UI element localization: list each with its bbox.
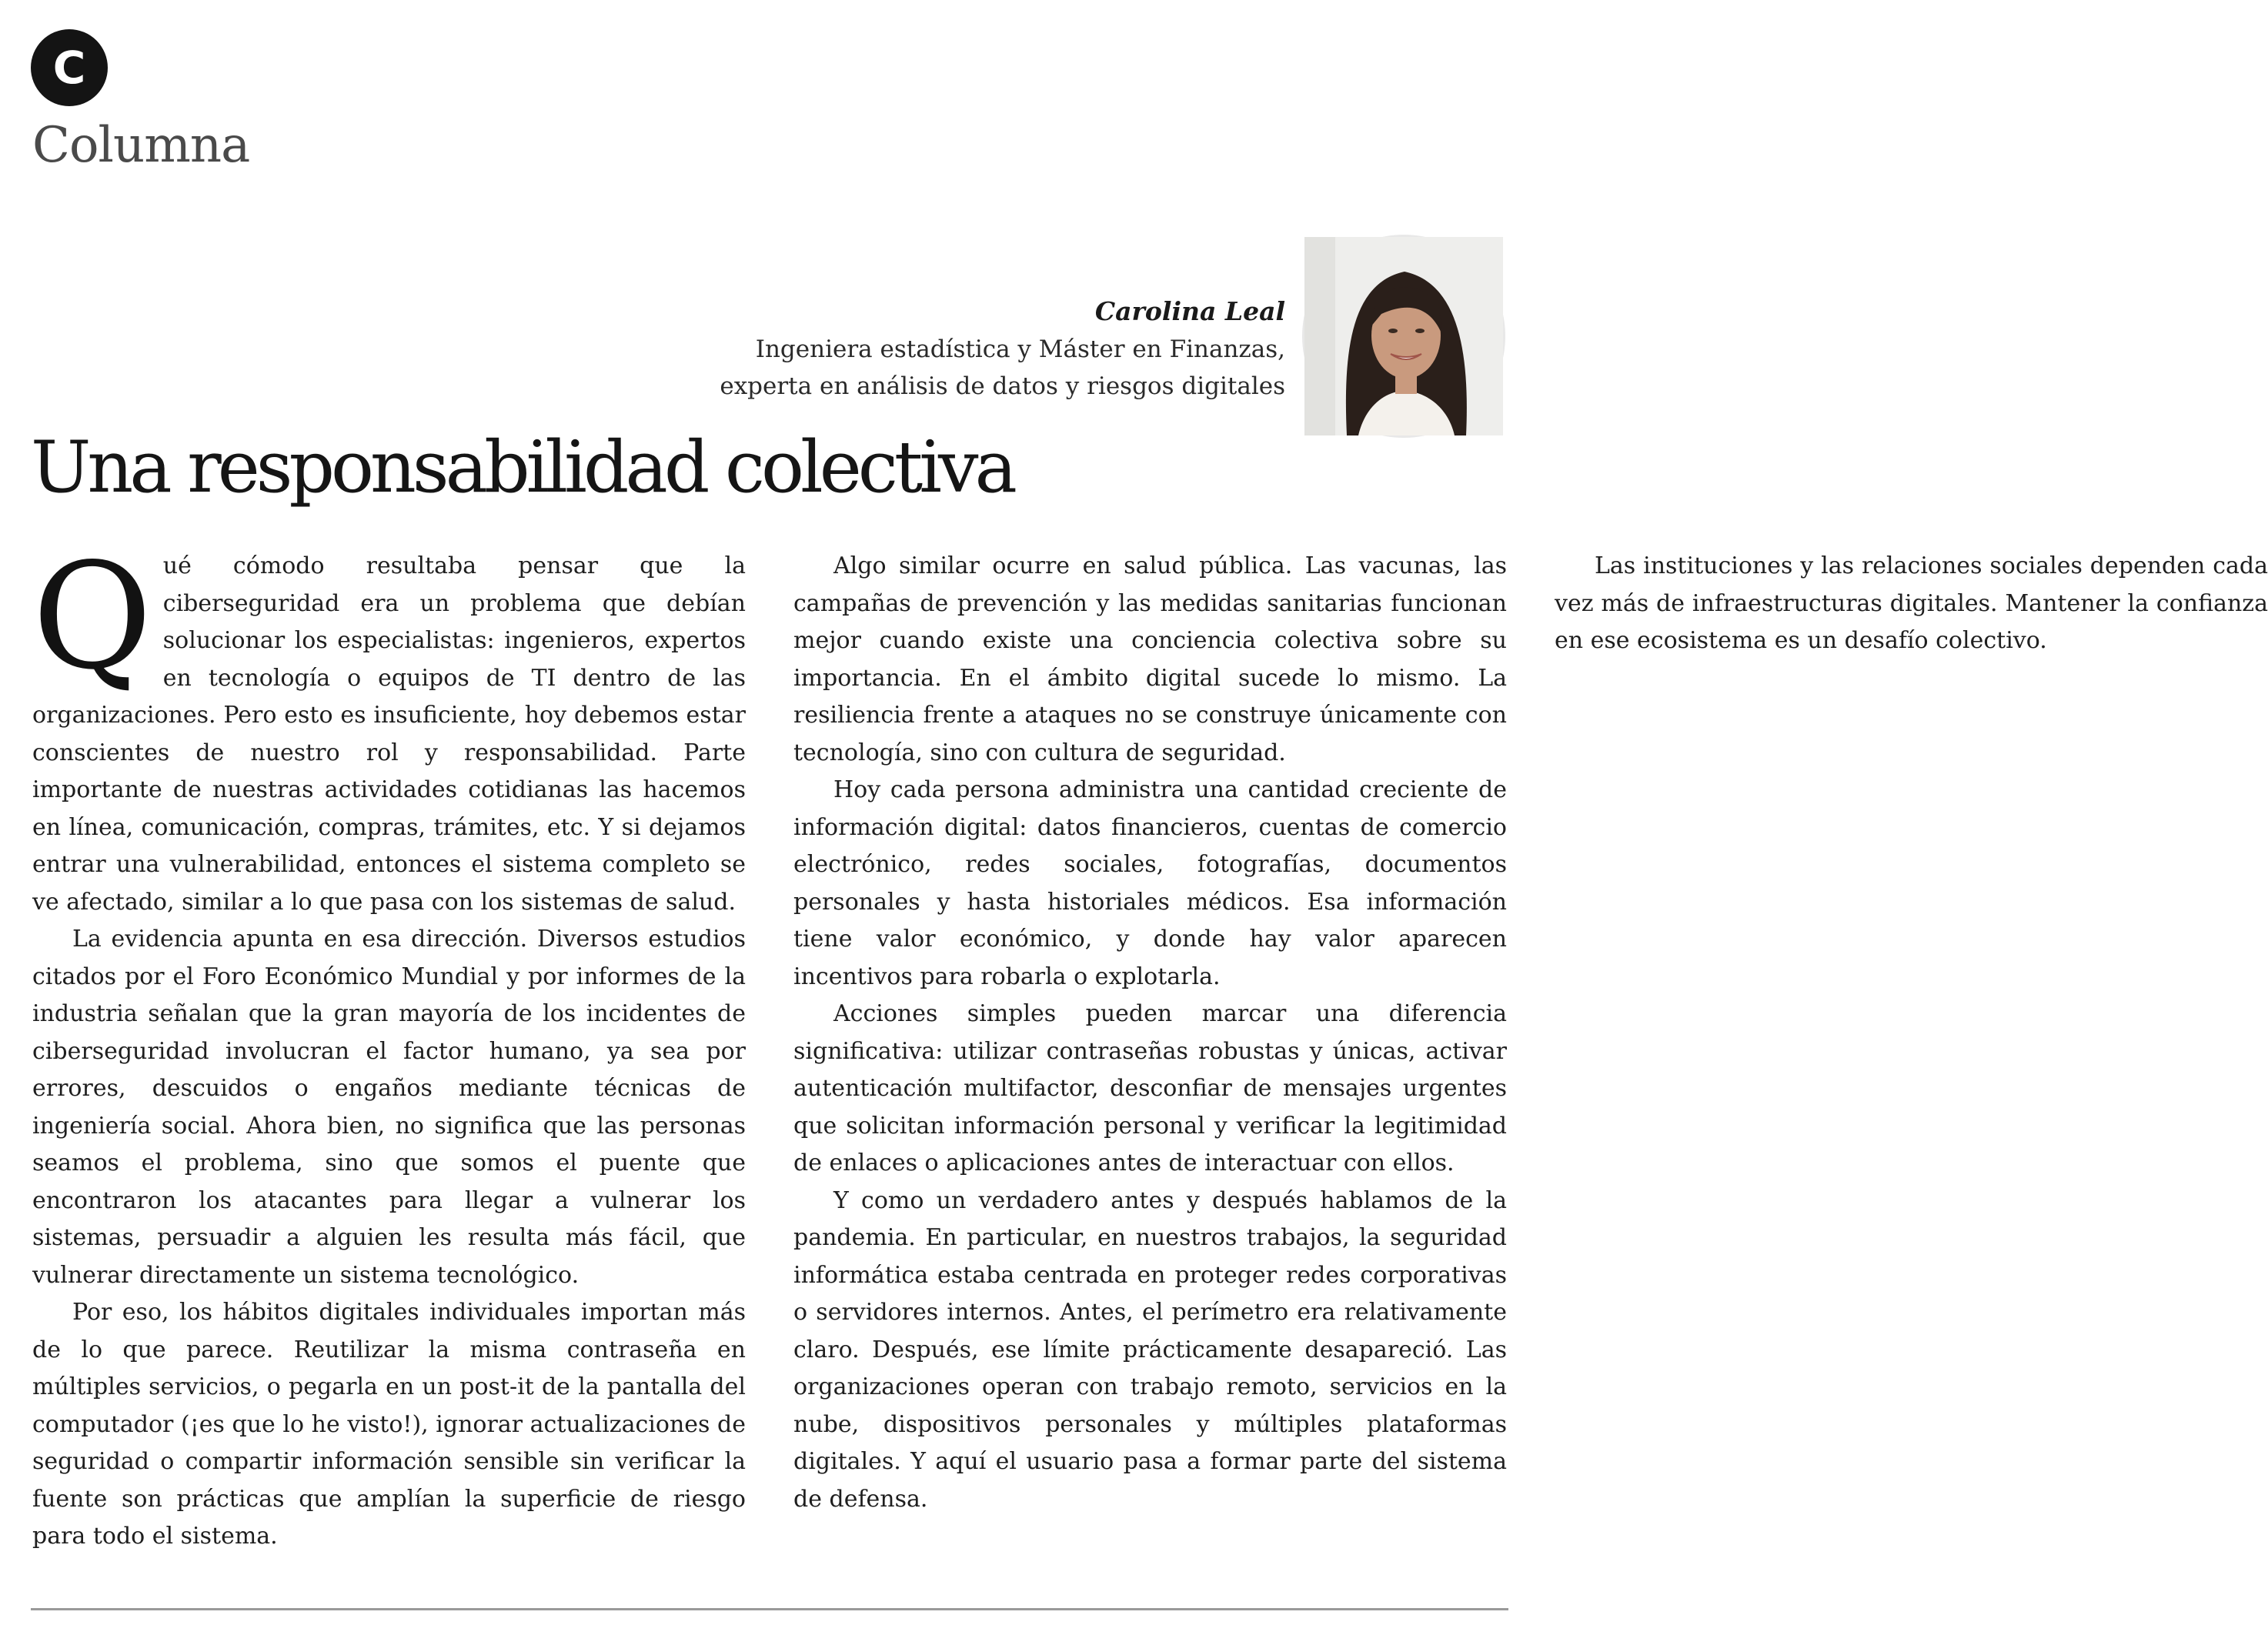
author-photo [1302,235,1505,438]
article-paragraph: Por eso, los hábitos digitales individuales importan más de lo que parece. Reutilizar la misma contraseña en múltiples servicios, o pegarla en un post-it de la pantalla del computador (¡es que lo he visto!), ignorar actualizaciones de seguridad o compartir información sensible sin verificar la fuente son prácticas que amplían la superficie de riesgo para todo el sistema. [32,1299,746,1550]
author-name: Carolina Leal [1094,296,1285,326]
author-portrait-illustration [1304,237,1503,435]
article-headline: Una responsabilidad colectiva [31,425,1014,509]
article-paragraph: Y como un verdadero antes y después hablamos de la pandemia. En particular, en nuestros trabajos, la seguridad informática estaba centrada en proteger redes corporativas o servidores internos. Antes, el perímetro era relativamente claro. Después, ese límite prácticamente desapareció. Las organizaciones operan con trabajo remoto, servicios en la nube, dispositivos personales y múltiples plataformas digitales. Y aquí el usuario pasa a formar parte del sistema de defensa. [793,1186,1507,1513]
section-label: Columna [32,117,250,174]
drop-cap: Q [32,532,152,702]
article-paragraph: Hoy cada persona administra una cantidad creciente de información digital: datos financieros, cuentas de comercio electrónico, redes sociales, fotografías, documentos personales y hasta historiales médicos. Esa información tiene valor económico, y donde hay valor aparecen incentivos para robarla o explotarla. [793,776,1507,990]
article-paragraph: La evidencia apunta en esa dirección. Diversos estudios citados por el Foro Económico Mundial y por informes de la industria señalan que la gran mayoría de los incidentes de ciberseguridad involucran el factor humano, ya sea por errores, descuidos o engaños mediante técnicas de ingeniería social. Ahora bien, no significa que las personas seamos el problema, sino que somos el puente que encontraron los atacantes para llegar a vulnerar los sistemas, persuadir a alguien les resulta más fácil, que vulnerar directamente un sistema tecnológico. [32,926,746,1289]
article-body [32,532,2268,1587]
article-paragraph: Acciones simples pueden marcar una diferencia significativa: utilizar contraseñas robustas y únicas, activar autenticación multifactor, desconfiar de mensajes urgentes que solicitan información personal y verificar la legitimidad de enlaces o aplicaciones antes de interactuar con ellos. [793,1000,1507,1176]
article-paragraph: Algo similar ocurre en salud pública. Las vacunas, las campañas de prevención y las medidas sanitarias funcionan mejor cuando existe una conciencia colectiva sobre su importancia. En el ámbito digital sucede lo mismo. La resiliencia frente a ataques no se construye únicamente con tecnología, sino con cultura de seguridad. [793,552,1507,766]
article-paragraph: Las instituciones y las relaciones sociales dependen cada vez más de infraestructuras digitales. Mantener la confianza en ese ecosistema es un desafío colectivo. [1555,552,2268,654]
bottom-rule [31,1608,1508,1610]
paragraph-text: ué cómodo resultaba pensar que la ciberseguridad era un problema que debían solucionar los especialistas: ingenieros, expertos en tecnología o equipos de TI dentro de las organizaciones. Pero esto es insuficiente, hoy debemos estar conscientes de nuestro rol y responsabilidad. Parte importante de nuestras actividades cotidianas las hacemos en línea, comunicación, compras, trámites, etc. Y si dejamos entrar una vulnerabilidad, entonces el sistema completo se ve afectado, similar a lo que pasa con los sistemas de salud. [32,552,746,916]
author-title-line2: experta en análisis de datos y riesgos digitales [720,372,1285,400]
article-paragraph [32,532,746,921]
column-logo: C [31,29,108,106]
author-byline [720,292,1285,405]
author-title-line1: Ingeniera estadística y Máster en Finanzas, [755,335,1285,363]
